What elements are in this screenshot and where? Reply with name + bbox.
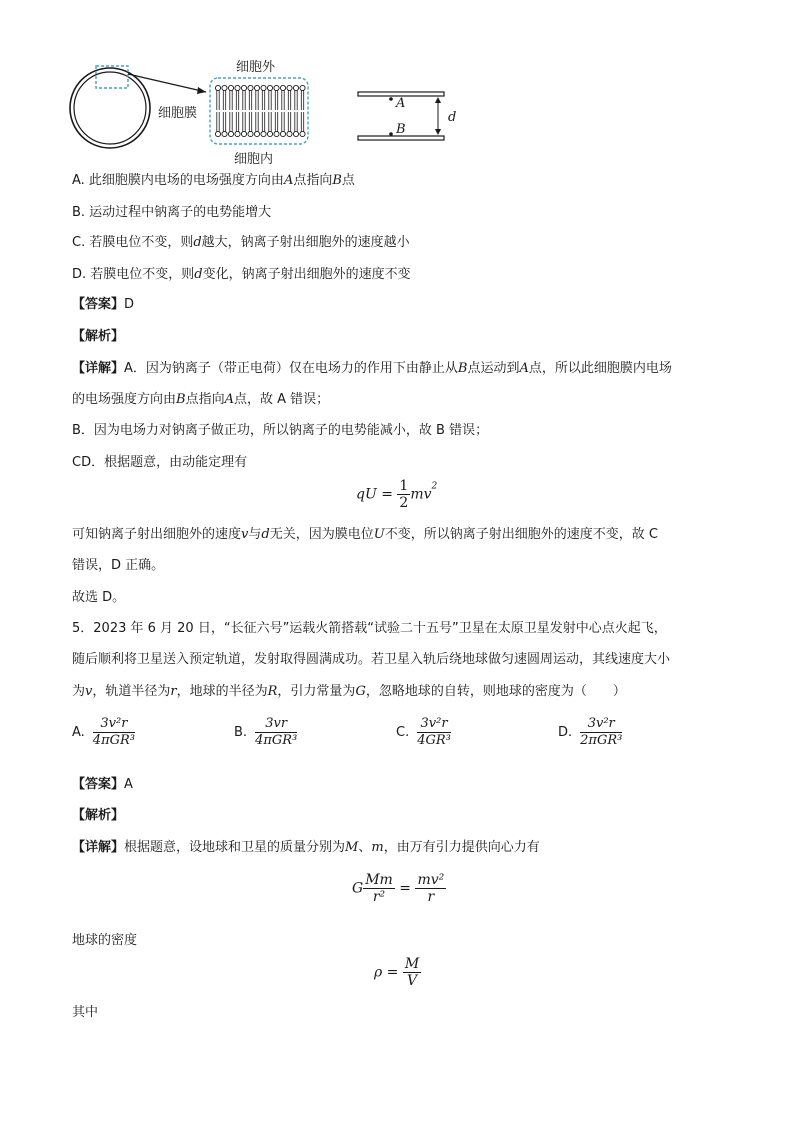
- point-a-dot: [389, 97, 393, 101]
- equation-gravitation: G $\frac{Mm}{\text{r²}}$ = $\frac{\text{mv²}}{r}$: [352, 872, 445, 905]
- q5-choice-b[interactable]: B. $\frac{3vr}{\text{4πGR³}}$: [234, 716, 298, 748]
- lipid-head-bottom: [267, 131, 272, 136]
- lipid-tail-top: [236, 91, 238, 111]
- lipid-tail-top: [230, 91, 232, 111]
- lipid-head-top: [261, 85, 266, 90]
- lipid-tail-bottom: [275, 112, 277, 132]
- lipid-tail-top: [295, 91, 297, 111]
- q5-stem-line-3: 为v，轨道半径为r，地球的半径为R，引力常量为G，忽略地球的自转，则地球的密度为（ ）: [72, 684, 626, 699]
- lipid-head-top: [235, 85, 240, 90]
- q4-option-a: A. 此细胞膜内电场的电场强度方向由A点指向B点: [72, 173, 355, 188]
- lipid-head-bottom: [248, 131, 253, 136]
- membrane-figure: [60, 56, 480, 166]
- lipid-head-top: [254, 85, 259, 90]
- label-distance: d: [448, 110, 457, 125]
- q4-analysis-label: 【解析】: [72, 329, 125, 344]
- lipid-head-top: [228, 85, 233, 90]
- lipid-head-top: [241, 85, 246, 90]
- lipid-bilayer: [215, 85, 305, 136]
- q4-answer: 【答案】D: [72, 297, 135, 312]
- lipid-head-top: [267, 85, 272, 90]
- lipid-tail-bottom: [243, 112, 245, 132]
- q5-answer: 【答案】A: [72, 777, 133, 792]
- label-membrane: 细胞膜: [158, 106, 198, 121]
- q5-detail-line-3: 其中: [72, 1005, 99, 1020]
- lipid-head-top: [287, 85, 292, 90]
- q4-detail-line-4: CD．根据题意，由动能定理有: [72, 455, 248, 470]
- q5-choice-d[interactable]: D. $\frac{\text{3v²r}}{\text{2πGR³}}$: [558, 716, 623, 748]
- equation-density: ρ = $\frac{M}{V}$: [374, 956, 420, 989]
- zoom-arrow: [128, 74, 206, 92]
- q5-stem-line-1: 5．2023 年 6 月 20 日，“长征六号”运载火箭搭载“试验二十五号”卫星在太原卫星发射中心点火起飞，: [72, 621, 667, 636]
- lipid-head-top: [274, 85, 279, 90]
- lipid-head-top: [248, 85, 253, 90]
- q4-detail-line-3: B．因为电场力对钠离子做正功，所以钠离子的电势能减小，故 B 错误；: [72, 423, 489, 438]
- lipid-head-top: [280, 85, 285, 90]
- cell-outer-circle: [70, 68, 150, 148]
- label-outside: 细胞外: [236, 60, 276, 75]
- distance-arrow-top: [435, 97, 441, 103]
- q5-detail-line-2: 地球的密度: [72, 933, 138, 948]
- lipid-head-bottom: [235, 131, 240, 136]
- lipid-tail-top: [243, 91, 245, 111]
- lipid-tail-top: [269, 91, 271, 111]
- q4-detail-line-7: 故选 D。: [72, 590, 126, 605]
- lipid-tail-top: [256, 91, 258, 111]
- lipid-tail-top: [282, 91, 284, 111]
- lipid-tail-bottom: [282, 112, 284, 132]
- lipid-head-bottom: [280, 131, 285, 136]
- q4-detail-line-2: 的电场强度方向由B点指向A点，故 A 错误；: [72, 392, 330, 407]
- lipid-head-bottom: [222, 131, 227, 136]
- q4-detail-line-6: 错误，D 正确。: [72, 558, 165, 573]
- zoom-arrow-head: [197, 87, 206, 94]
- lipid-tail-top: [275, 91, 277, 111]
- lipid-head-bottom: [293, 131, 298, 136]
- label-inside: 细胞内: [234, 152, 274, 167]
- lipid-tail-bottom: [230, 112, 232, 132]
- q5-choice-c[interactable]: C. $\frac{\text{3v²r}}{\text{4GR³}}$: [396, 716, 451, 748]
- lipid-tail-bottom: [249, 112, 251, 132]
- lipid-head-bottom: [215, 131, 220, 136]
- lipid-head-top: [215, 85, 220, 90]
- lipid-tail-bottom: [301, 112, 303, 132]
- lipid-head-bottom: [254, 131, 259, 136]
- cell-inner-circle: [74, 72, 146, 144]
- lipid-head-top: [222, 85, 227, 90]
- q5-choice-a[interactable]: A. $\frac{\text{3v²r}}{\text{4πGR³}}$: [72, 716, 135, 748]
- lipid-tail-bottom: [295, 112, 297, 132]
- lipid-head-bottom: [261, 131, 266, 136]
- label-point-a: A: [396, 96, 406, 111]
- lipid-tail-top: [262, 91, 264, 111]
- q4-option-d: D. 若膜电位不变，则d变化，钠离子射出细胞外的速度不变: [72, 267, 411, 282]
- lipid-head-top: [293, 85, 298, 90]
- lipid-tail-top: [249, 91, 251, 111]
- lipid-head-top: [300, 85, 305, 90]
- lipid-head-bottom: [274, 131, 279, 136]
- lipid-tail-top: [217, 91, 219, 111]
- lipid-tail-top: [223, 91, 225, 111]
- q5-analysis-label: 【解析】: [72, 808, 125, 823]
- lipid-tail-top: [288, 91, 290, 111]
- q5-detail-line-1: 【详解】根据题意，设地球和卫星的质量分别为M、m，由万有引力提供向心力有: [72, 840, 540, 855]
- q4-detail-line-1: 【详解】A．因为钠离子（带正电荷）仅在电场力的作用下由静止从B点运动到A点，所以此细胞膜内电场: [72, 361, 672, 376]
- lipid-tail-bottom: [269, 112, 271, 132]
- lipid-tail-bottom: [262, 112, 264, 132]
- q5-stem-line-2: 随后顺利将卫星送入预定轨道，发射取得圆满成功。若卫星入轨后绕地球做匀速圆周运动，其线速度大小: [72, 652, 671, 667]
- equation-energy: qU = $\frac{1}{2}$ $mv^2$: [356, 478, 438, 511]
- q4-option-c: C. 若膜电位不变，则d越大，钠离子射出细胞外的速度越小: [72, 235, 410, 250]
- lipid-tail-bottom: [223, 112, 225, 132]
- lipid-tail-bottom: [236, 112, 238, 132]
- q4-detail-line-5: 可知钠离子射出细胞外的速度v与d无关，因为膜电位U不变，所以钠离子射出细胞外的速度不变，故 C: [72, 527, 658, 542]
- distance-arrow-bottom: [435, 129, 441, 135]
- lipid-head-bottom: [241, 131, 246, 136]
- label-point-b: B: [396, 122, 406, 137]
- q4-option-b: B. 运动过程中钠离子的电势能增大: [72, 205, 272, 220]
- lipid-head-bottom: [228, 131, 233, 136]
- lipid-tail-bottom: [256, 112, 258, 132]
- lipid-tail-bottom: [288, 112, 290, 132]
- lipid-tail-top: [301, 91, 303, 111]
- lipid-head-bottom: [287, 131, 292, 136]
- lipid-tail-bottom: [217, 112, 219, 132]
- point-b-dot: [389, 132, 393, 136]
- lipid-head-bottom: [300, 131, 305, 136]
